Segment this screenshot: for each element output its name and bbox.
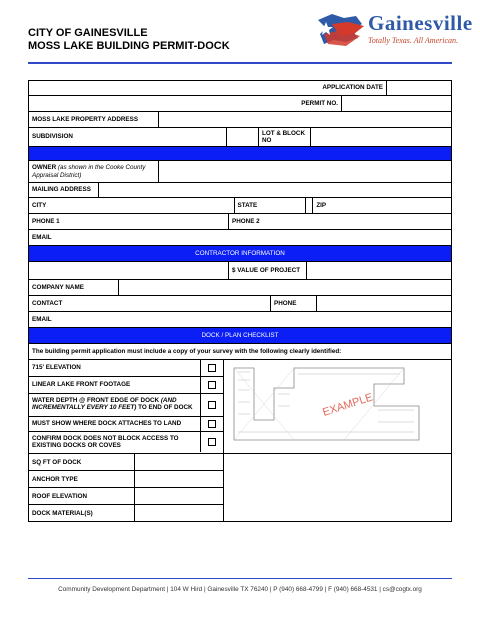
dock-details-spacer bbox=[224, 454, 451, 521]
mailing-address-label: MAILING ADDRESS bbox=[29, 183, 99, 197]
owner-field[interactable] bbox=[159, 161, 451, 182]
checklist-section-bar bbox=[28, 328, 452, 344]
phone1-label: PHONE 1 bbox=[29, 214, 229, 229]
checkbox[interactable] bbox=[208, 364, 216, 372]
checklist-item bbox=[29, 360, 223, 377]
roof-elevation-field[interactable] bbox=[135, 488, 223, 504]
mailing-address-row bbox=[28, 183, 452, 198]
anchor-type-row bbox=[29, 471, 223, 488]
header-divider bbox=[28, 62, 452, 64]
city-state-zip-row bbox=[28, 198, 452, 214]
owner-section-bar bbox=[28, 147, 452, 161]
roof-elevation-label: ROOF ELEVATION bbox=[29, 488, 135, 504]
property-address-label: MOSS LAKE PROPERTY ADDRESS bbox=[29, 112, 159, 127]
sq-ft-field[interactable] bbox=[135, 454, 223, 470]
checklist-item bbox=[29, 394, 223, 417]
checklist-item bbox=[29, 417, 223, 432]
permit-form bbox=[28, 80, 452, 522]
contact-row bbox=[28, 296, 452, 312]
dock-materials-label: DOCK MATERIAL(S) bbox=[29, 505, 135, 521]
checklist-item-label: LINEAR LAKE FRONT FOOTAGE bbox=[29, 377, 201, 393]
footer-divider bbox=[28, 578, 452, 579]
permit-no-label: PERMIT NO. bbox=[29, 96, 342, 111]
dock-details bbox=[29, 454, 224, 521]
email-label: EMAIL bbox=[32, 233, 52, 241]
footer-contact: Community Development Department | 104 W Hird | Gainesville TX 76240 | P (940) 668-4799 | F (940) 668-4531 | cs@cogtx.org bbox=[58, 586, 422, 593]
contact-label: CONTACT bbox=[29, 296, 271, 311]
anchor-type-field[interactable] bbox=[135, 471, 223, 487]
sq-ft-row bbox=[29, 454, 223, 471]
checkbox[interactable] bbox=[208, 401, 216, 409]
property-address-row bbox=[28, 112, 452, 128]
example-drawing-area bbox=[224, 360, 452, 453]
lot-block-label: LOT & BLOCK NO bbox=[259, 128, 311, 146]
owner-label-text: OWNER bbox=[32, 164, 57, 171]
value-spacer bbox=[29, 262, 229, 279]
checkbox[interactable] bbox=[208, 438, 216, 446]
city-label: CITY bbox=[29, 198, 235, 213]
dock-materials-row bbox=[29, 505, 223, 521]
title-line-1: CITY OF GAINESVILLE bbox=[28, 27, 148, 39]
logo-tagline: Totally Texas. All American. bbox=[368, 36, 459, 45]
phone2-label: PHONE 2 bbox=[232, 217, 260, 225]
checklist-intro: The building permit application must include a copy of your survey with the following clearly identified: bbox=[32, 347, 342, 355]
contractor-section-header: CONTRACTOR INFORMATION bbox=[29, 246, 451, 261]
checklist-item-suffix: TO END OF DOCK bbox=[136, 404, 193, 412]
zip-label: ZIP bbox=[316, 201, 327, 209]
phone-row bbox=[28, 214, 452, 230]
gainesville-logo bbox=[312, 8, 472, 52]
checkbox[interactable] bbox=[208, 420, 216, 428]
roof-elevation-row bbox=[29, 488, 223, 505]
value-row bbox=[28, 262, 452, 280]
owner-label-note: (as shown in the Cooke County Appraisal District) bbox=[32, 164, 146, 179]
subdivision-label: SUBDIVISION bbox=[29, 128, 227, 146]
title-line-2: MOSS LAKE BUILDING PERMIT-DOCK bbox=[28, 40, 230, 52]
owner-row bbox=[28, 161, 452, 183]
checkbox[interactable] bbox=[208, 381, 216, 389]
subdivision-field[interactable] bbox=[227, 128, 259, 146]
company-name-label: COMPANY NAME bbox=[29, 280, 119, 295]
logo-wordmark: Gainesville bbox=[368, 11, 473, 35]
contact-phone-label: PHONE bbox=[271, 296, 317, 311]
owner-section-header bbox=[29, 147, 451, 160]
state-field[interactable] bbox=[306, 198, 313, 213]
application-date-row bbox=[28, 80, 452, 96]
page-title bbox=[28, 27, 230, 53]
example-watermark: EXAMPLE bbox=[321, 391, 375, 419]
sq-ft-label: SQ FT OF DOCK bbox=[29, 454, 135, 470]
checklist-items bbox=[29, 360, 224, 453]
checklist-item-note: (AND INCREMENTALLY EVERY 10 FEET) bbox=[32, 397, 177, 412]
checklist-item-label: MUST SHOW WHERE DOCK ATTACHES TO LAND bbox=[29, 417, 201, 431]
dock-materials-field[interactable] bbox=[135, 505, 223, 521]
subdivision-row bbox=[28, 128, 452, 147]
contact-phone-field[interactable] bbox=[317, 296, 451, 311]
contractor-email-row bbox=[28, 312, 452, 328]
checklist-item bbox=[29, 377, 223, 394]
checklist-item-label: CONFIRM DOCK DOES NOT BLOCK ACCESS TO EXISTING DOCKS OR COVES bbox=[29, 432, 201, 452]
checklist-item-label: 715' ELEVATION bbox=[29, 360, 201, 376]
state-label: STATE bbox=[235, 198, 307, 213]
property-address-field[interactable] bbox=[159, 112, 451, 127]
permit-no-field[interactable] bbox=[342, 96, 451, 111]
contractor-section-bar bbox=[28, 246, 452, 262]
permit-no-row bbox=[28, 96, 452, 112]
checklist-block bbox=[28, 360, 452, 454]
company-name-field[interactable] bbox=[119, 280, 451, 295]
lot-block-field[interactable] bbox=[311, 128, 451, 146]
mailing-address-field[interactable] bbox=[99, 183, 451, 197]
contractor-email-label: EMAIL bbox=[32, 315, 52, 323]
value-of-project-label: $ VALUE OF PROJECT bbox=[229, 262, 307, 279]
application-date-field[interactable] bbox=[387, 81, 451, 95]
company-row bbox=[28, 280, 452, 296]
value-of-project-field[interactable] bbox=[307, 262, 451, 279]
checklist-intro-row bbox=[28, 344, 452, 360]
anchor-type-label: ANCHOR TYPE bbox=[29, 471, 135, 487]
checklist-item-label bbox=[29, 394, 201, 416]
email-row bbox=[28, 230, 452, 246]
dock-example-drawing bbox=[224, 360, 452, 448]
owner-label bbox=[29, 161, 159, 182]
checklist-item bbox=[29, 432, 223, 452]
checklist-item-text: WATER DEPTH @ FRONT EDGE OF DOCK bbox=[32, 397, 161, 404]
application-date-label: APPLICATION DATE bbox=[29, 81, 387, 95]
texas-flag-icon bbox=[312, 8, 368, 52]
checklist-section-header: DOCK / PLAN CHECKLIST bbox=[29, 328, 451, 343]
dock-details-block bbox=[28, 454, 452, 522]
